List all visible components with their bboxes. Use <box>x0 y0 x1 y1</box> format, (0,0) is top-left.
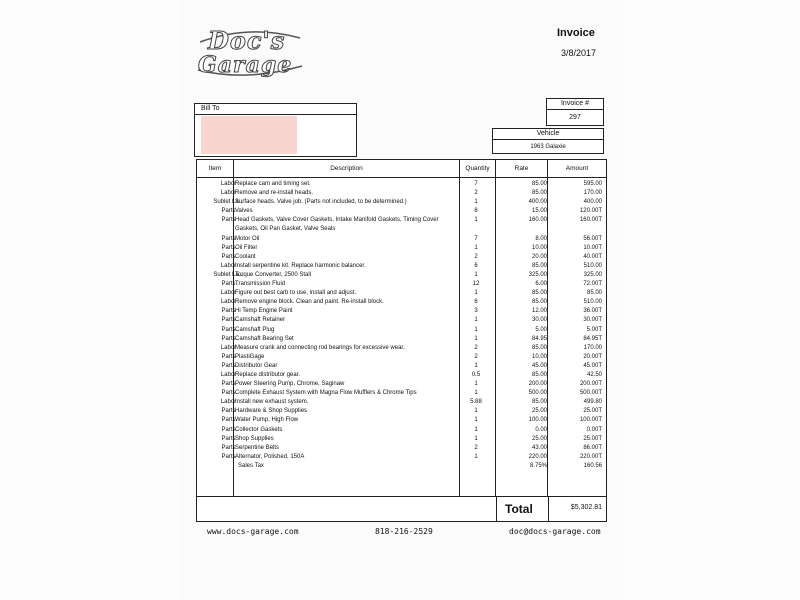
table-row <box>197 453 606 462</box>
row-rate: 100.00 <box>528 417 547 424</box>
row-quantity: 1 <box>474 244 478 251</box>
row-amount: 170.00 <box>583 344 602 351</box>
row-rate: 400.00 <box>528 199 547 206</box>
row-quantity: 12 <box>472 281 480 288</box>
row-rate: 84.95 <box>531 335 547 342</box>
row-description: Hardware & Shop Supplies <box>235 408 308 415</box>
row-quantity: 6 <box>474 299 478 306</box>
row-quantity: 7 <box>474 181 478 187</box>
row-item: Parts <box>221 326 236 333</box>
row-item: Parts <box>221 408 236 415</box>
row-rate: 15.00 <box>531 208 547 215</box>
row-amount: 84.95T <box>583 335 602 342</box>
row-quantity: 1 <box>474 408 478 415</box>
row-rate: 30.00 <box>531 317 547 324</box>
table-row <box>197 207 606 216</box>
row-item: Parts <box>221 281 236 288</box>
table-body <box>197 180 606 471</box>
table-row <box>197 216 606 234</box>
row-item: Labor <box>220 299 237 306</box>
row-quantity: 6 <box>474 262 478 269</box>
footer-email: doc@docs-garage.com <box>509 527 601 536</box>
row-quantity: 2 <box>474 353 478 360</box>
row-amount: 42.50 <box>586 371 602 378</box>
table-header <box>197 160 606 178</box>
table-row <box>197 289 606 298</box>
table-row <box>197 326 606 335</box>
row-amount: 10.00T <box>583 244 602 251</box>
row-item: Parts <box>221 444 236 451</box>
table-row <box>197 371 606 380</box>
row-rate: 85.00 <box>531 181 547 187</box>
row-quantity: 8 <box>474 208 478 215</box>
table-row <box>197 198 606 207</box>
row-description: Figure out best carb to use, install and adjust. <box>235 290 357 297</box>
table-row <box>197 444 606 453</box>
row-description: Head Gaskets, Valve Cover Gaskets, Intake Manifold Gaskets, Timing Cover Gaskets, Oil Pan Gasket, Valve Seals <box>235 217 439 233</box>
vehicle-box <box>492 128 604 154</box>
row-quantity: 5.88 <box>470 399 482 406</box>
row-amount: 86.00T <box>583 444 602 451</box>
table-row <box>197 253 606 262</box>
row-item: Labor <box>220 181 237 187</box>
row-item: Parts <box>221 353 236 360</box>
table-row <box>197 362 606 371</box>
row-amount: 120.00T <box>579 208 602 215</box>
row-amount: 325.00 <box>583 271 602 278</box>
redacted-address <box>201 116 297 154</box>
table-row <box>197 298 606 307</box>
row-amount: 160.00T <box>579 217 602 224</box>
row-rate: 10.00 <box>531 244 547 251</box>
row-quantity: 1 <box>474 271 478 278</box>
row-item: Parts <box>221 435 236 442</box>
row-description: Sales Tax <box>238 462 264 469</box>
row-description: Alternator, Polished, 150A <box>235 453 305 460</box>
table-row <box>197 435 606 444</box>
row-rate: 500.00 <box>528 390 547 397</box>
row-quantity: 1 <box>474 335 478 342</box>
row-rate: 8.75% <box>529 462 547 469</box>
row-item: Labor <box>220 190 237 197</box>
invoice-number-value: 297 <box>569 114 581 121</box>
row-quantity: 1 <box>474 453 478 460</box>
total-row <box>196 497 607 522</box>
row-quantity: 7 <box>474 235 478 242</box>
table-row <box>197 426 606 435</box>
table-row <box>197 407 606 416</box>
row-amount: 72.00T <box>583 281 602 288</box>
row-item: Parts <box>221 317 236 324</box>
row-amount: 5.00T <box>586 326 602 333</box>
row-description: Motor Oil <box>235 235 260 242</box>
row-quantity: 1 <box>474 426 478 433</box>
row-rate: 45.00 <box>531 362 547 369</box>
row-rate: 8.00 <box>535 235 547 242</box>
row-item: Parts <box>221 308 236 315</box>
table-row <box>197 235 606 244</box>
row-description: Oil Filter <box>235 244 258 251</box>
row-description: Shop Supplies <box>235 435 274 442</box>
row-description: Torque Converter, 2500 Stall <box>235 271 312 278</box>
row-amount: 160.56 <box>583 462 602 469</box>
row-description: Transmission Fluid <box>235 281 286 288</box>
line-items-table <box>196 159 607 497</box>
row-description: Camshaft Retainer <box>235 317 286 324</box>
row-item: Parts <box>221 453 236 460</box>
invoice-number-box <box>546 98 604 126</box>
table-row <box>197 262 606 271</box>
row-rate: 12.00 <box>531 308 547 315</box>
row-description: Distributor Gear <box>235 362 278 369</box>
row-description: Remove and re-install heads. <box>235 190 314 197</box>
row-rate: 220.00 <box>528 453 547 460</box>
row-description: Complete Exhaust System with Magna Flow Mufflers & Chrome Tips <box>235 390 417 397</box>
row-rate: 85.00 <box>531 344 547 351</box>
row-item: Parts <box>221 381 236 388</box>
row-description: Camshaft Plug <box>235 326 275 333</box>
row-quantity: 1 <box>474 326 478 333</box>
table-row <box>197 335 606 344</box>
vehicle-label: Vehicle <box>493 129 603 140</box>
row-description: Power Steering Pump, Chrome, Saginaw <box>235 381 345 388</box>
row-rate: 200.00 <box>528 381 547 388</box>
table-row <box>197 189 606 198</box>
table-row <box>197 416 606 425</box>
row-item: Parts <box>221 335 236 342</box>
row-description: Camshaft Bearing Set <box>235 335 294 342</box>
row-quantity: 2 <box>474 444 478 451</box>
row-item: Parts <box>221 362 236 369</box>
header-rate: Rate <box>514 165 529 172</box>
footer-phone: 818-216-2529 <box>375 527 433 536</box>
row-quantity: 1 <box>474 199 478 206</box>
total-label: Total <box>505 502 533 516</box>
row-amount: 40.00T <box>583 253 602 260</box>
total-value: $5,302.81 <box>570 504 602 511</box>
table-row <box>197 180 606 189</box>
table-row <box>197 316 606 325</box>
row-item: Parts <box>221 244 236 251</box>
row-rate: 85.00 <box>531 371 547 378</box>
table-row <box>197 280 606 289</box>
row-amount: 499.80 <box>583 399 602 406</box>
row-item: Sublet La... <box>213 271 244 278</box>
row-quantity: 1 <box>474 435 478 442</box>
row-quantity: 0.5 <box>471 371 481 378</box>
invoice-number-label: Invoice # <box>547 99 603 110</box>
row-amount: 595.00 <box>583 181 602 187</box>
row-item: Parts <box>221 217 236 224</box>
row-amount: 36.00T <box>583 308 602 315</box>
row-item: Parts <box>221 390 236 397</box>
bill-to-box <box>194 103 357 157</box>
row-amount: 220.00T <box>579 453 602 460</box>
row-item: Labor <box>220 371 237 378</box>
row-description: Replace distributor gear. <box>235 371 301 378</box>
row-description: Hi Temp Engine Paint <box>235 308 293 315</box>
row-amount: 170.00 <box>583 190 602 197</box>
row-quantity: 1 <box>474 217 478 224</box>
row-item: Parts <box>221 426 236 433</box>
bill-to-label: Bill To <box>195 104 356 115</box>
row-amount: 56.00T <box>583 235 602 242</box>
row-item: Labor <box>220 399 237 406</box>
row-item: Labor <box>220 344 237 351</box>
row-description: Remove engine block. Clean and paint. Re-install block. <box>235 299 384 306</box>
row-description: Collector Gaskets <box>235 426 283 433</box>
row-rate: 85.00 <box>531 262 547 269</box>
row-rate: 325.00 <box>528 271 547 278</box>
row-description: Valves <box>235 208 253 215</box>
sales-tax-row <box>197 462 606 471</box>
row-description: Install serpentine kit. Replace harmonic balancer. <box>235 262 366 269</box>
header-amount: Amount <box>565 165 589 172</box>
row-rate: 85.00 <box>531 299 547 306</box>
invoice-date: 3/8/2017 <box>561 48 597 58</box>
row-amount: 25.00T <box>583 408 602 415</box>
row-amount: 0.00T <box>586 426 602 433</box>
row-quantity: 1 <box>474 290 478 297</box>
row-rate: 10.00 <box>531 353 547 360</box>
table-row <box>197 389 606 398</box>
row-quantity: 1 <box>474 362 478 369</box>
row-amount: 100.00T <box>579 417 602 424</box>
row-quantity: 1 <box>474 317 478 324</box>
row-description: Install new exhaust system. <box>235 399 309 406</box>
row-rate: 160.00 <box>528 217 547 224</box>
row-item: Parts <box>221 253 236 260</box>
header-description: Description <box>330 165 363 172</box>
row-item: Sublet La... <box>213 199 244 206</box>
footer-website: www.docs-garage.com <box>207 527 299 536</box>
row-description: Serpentine Belts <box>235 444 280 451</box>
row-quantity: 1 <box>474 390 478 397</box>
row-rate: 43.00 <box>531 444 547 451</box>
row-amount: 200.00T <box>579 381 602 388</box>
row-rate: 5.00 <box>535 326 547 333</box>
row-description: Replace cam and timing set. <box>235 181 311 187</box>
row-amount: 400.00 <box>583 199 602 206</box>
row-quantity: 2 <box>474 190 478 197</box>
row-rate: 20.00 <box>531 253 547 260</box>
row-item: Labor <box>220 262 237 269</box>
row-description: PlastiGage <box>235 353 265 360</box>
row-quantity: 1 <box>474 381 478 388</box>
row-description: Surface heads. Valve job. (Parts not included, to be determined.) <box>235 199 407 206</box>
row-item: Parts <box>221 208 236 215</box>
table-row <box>197 353 606 362</box>
vehicle-value: 1963 Galaxie <box>530 144 566 150</box>
row-amount: 510.00 <box>583 299 602 306</box>
row-amount: 510.00 <box>583 262 602 269</box>
logo-line2: Garage <box>198 52 293 78</box>
table-row <box>197 307 606 316</box>
row-rate: 6.00 <box>535 281 547 288</box>
row-quantity: 2 <box>474 253 478 260</box>
row-amount: 25.00T <box>583 435 602 442</box>
table-row <box>197 344 606 353</box>
row-rate: 25.00 <box>531 435 547 442</box>
row-amount: 30.00T <box>583 317 602 324</box>
row-item: Parts <box>221 417 236 424</box>
row-item: Parts <box>221 235 236 242</box>
header-item: Item <box>208 165 222 172</box>
row-amount: 500.00T <box>579 390 602 397</box>
logo-line1: Doc's <box>208 26 286 55</box>
row-quantity: 3 <box>474 308 478 315</box>
row-quantity: 2 <box>474 344 478 351</box>
document-title: Invoice <box>557 27 595 39</box>
table-row <box>197 244 606 253</box>
row-amount: 85.00 <box>586 290 602 297</box>
row-rate: 25.00 <box>531 408 547 415</box>
row-rate: 85.00 <box>531 399 547 406</box>
table-row <box>197 398 606 407</box>
row-amount: 45.00T <box>583 362 602 369</box>
row-rate: 85.00 <box>531 290 547 297</box>
header-quantity: Quantity <box>465 165 490 172</box>
table-row <box>197 271 606 280</box>
row-description: Measure crank and connecting rod bearings for excessive wear. <box>235 344 405 351</box>
row-description: Coolant <box>235 253 256 260</box>
row-rate: 85.00 <box>531 190 547 197</box>
row-quantity: 1 <box>474 417 478 424</box>
row-amount: 20.00T <box>583 353 602 360</box>
table-row <box>197 380 606 389</box>
row-description: Water Pump, High Flow <box>235 417 299 424</box>
row-rate: 0.00 <box>535 426 547 433</box>
row-item: Labor <box>220 290 237 297</box>
